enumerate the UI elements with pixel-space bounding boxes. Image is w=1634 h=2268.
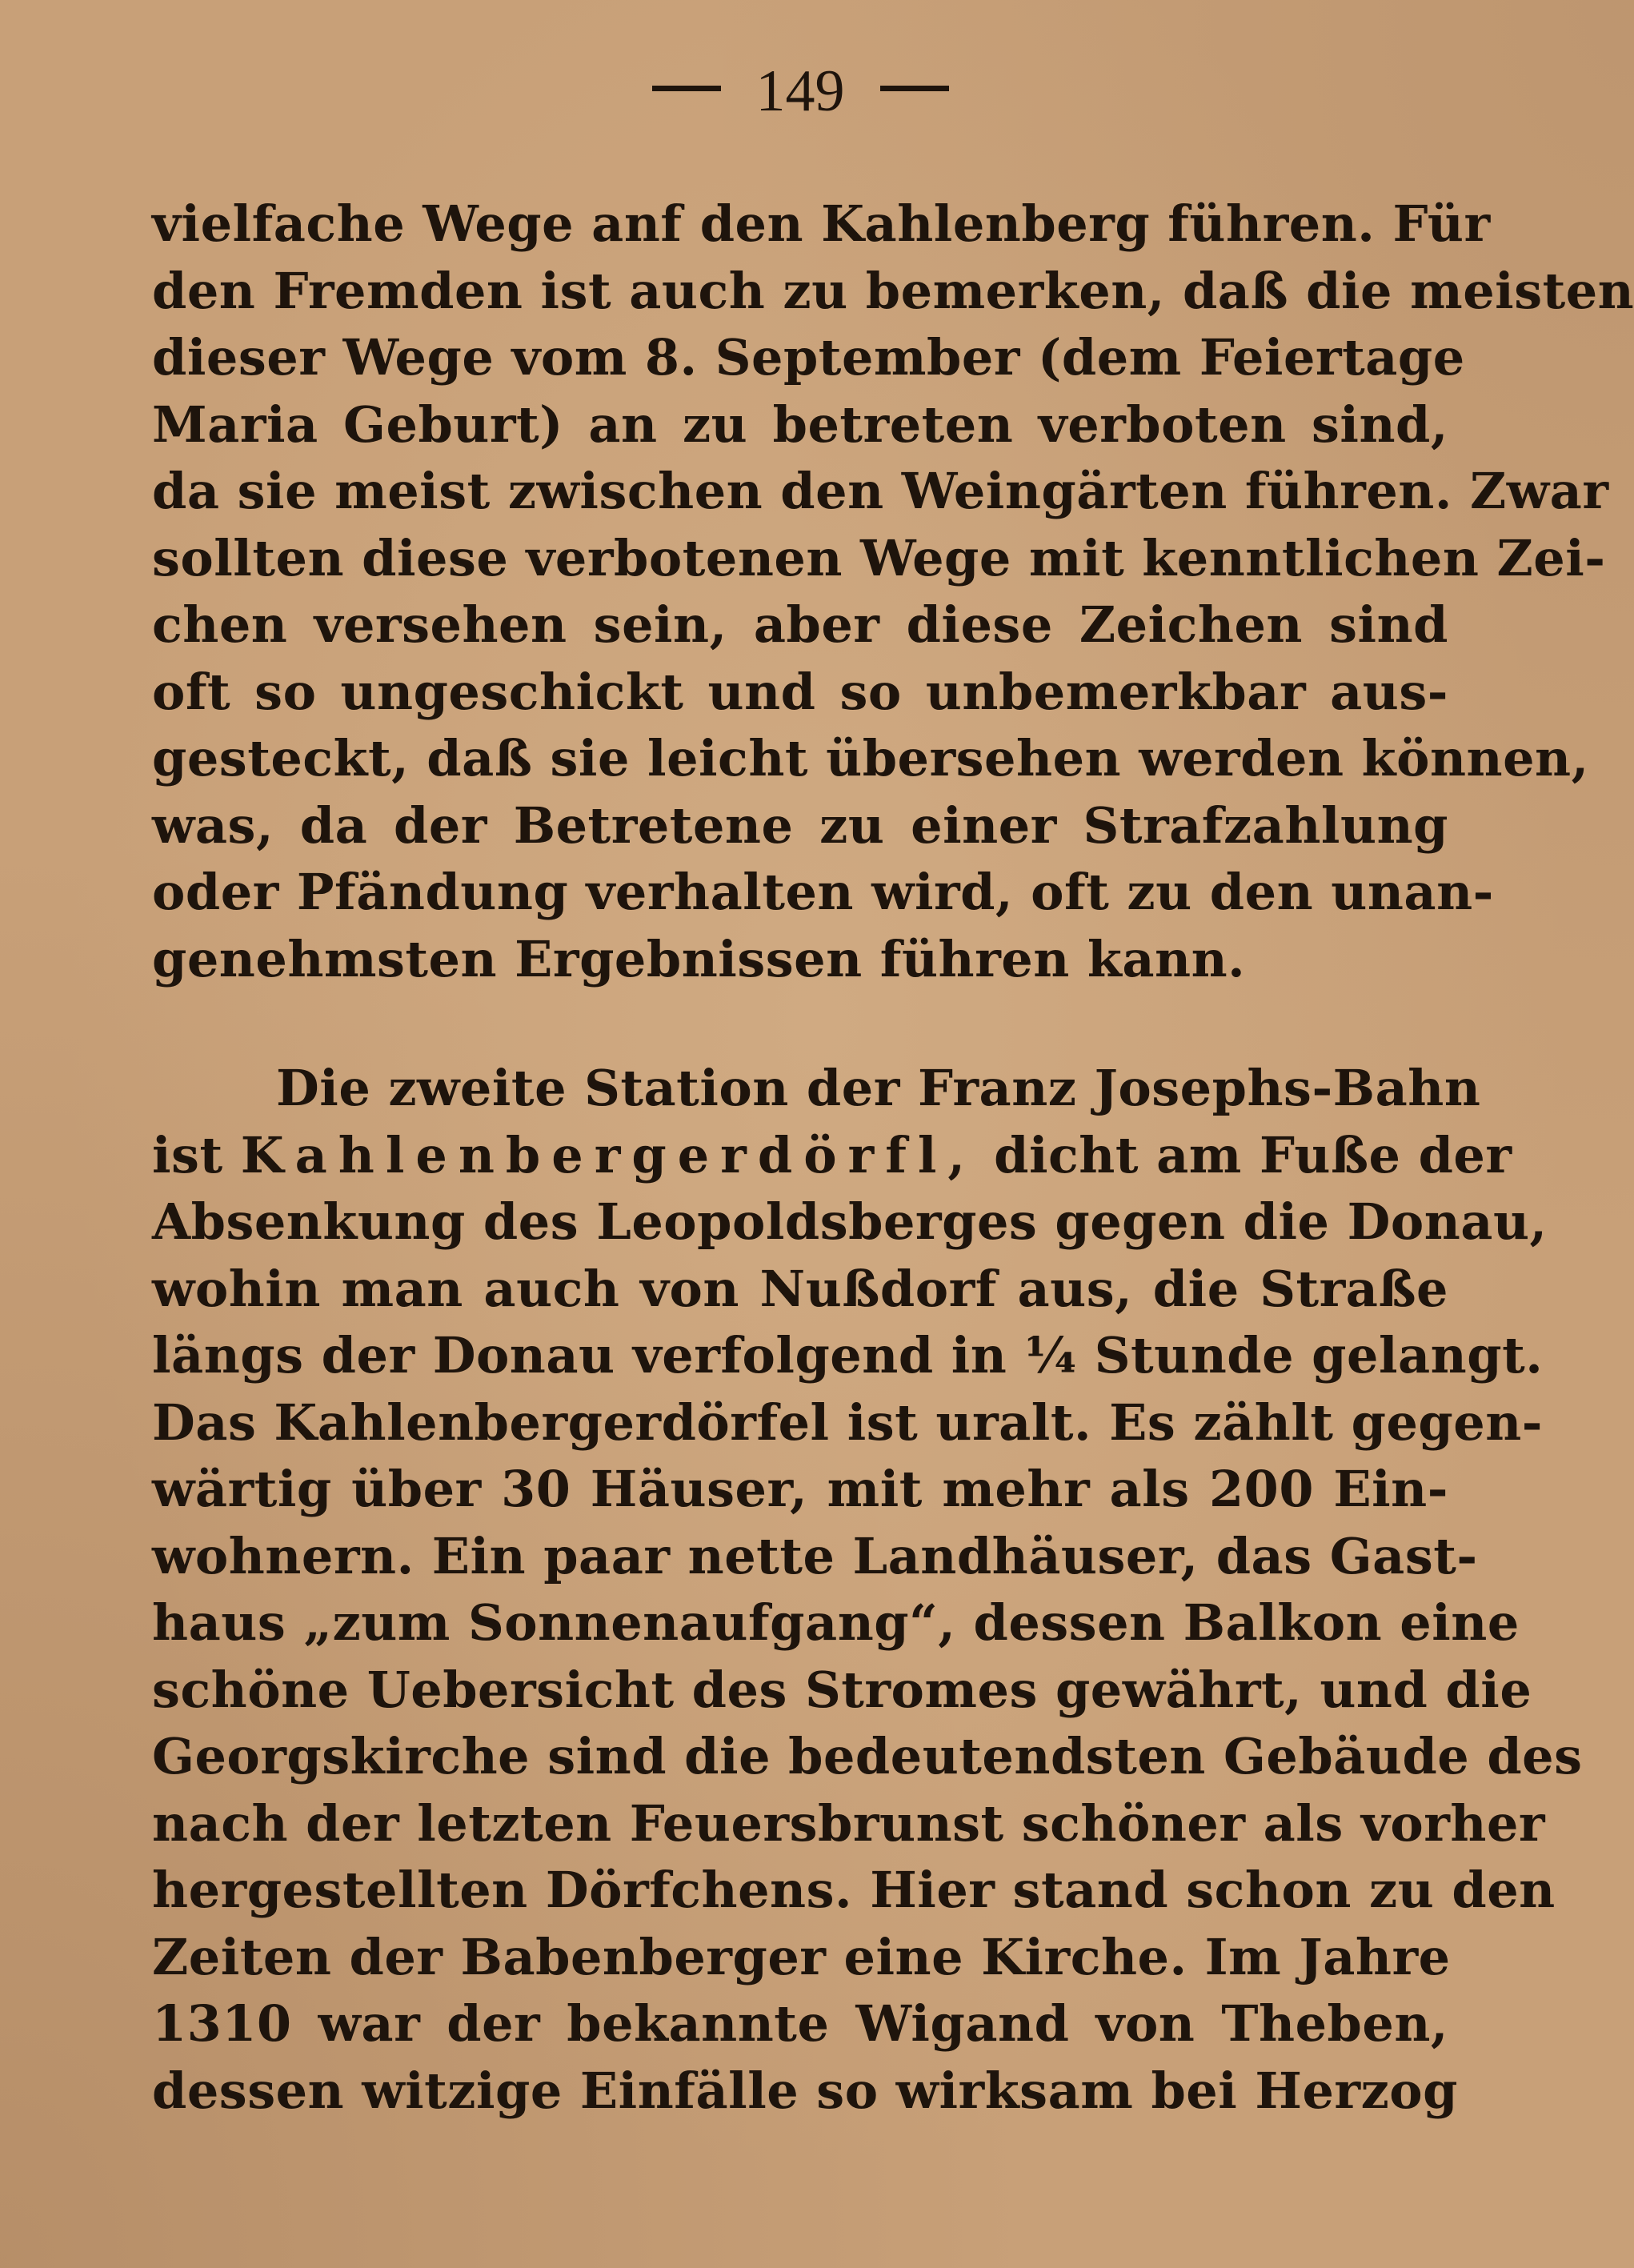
text-line: längs der Donau verfolgend in ¼ Stunde gelangt. [152, 1326, 1544, 1384]
text-line: Maria Geburt) an zu betreten verboten sind, [152, 395, 1448, 454]
text-line: gesteckt, daß sie leicht übersehen werden können, [152, 729, 1589, 787]
paragraph-2 [152, 1055, 1583, 2124]
text-line: Zeiten der Babenberger eine Kirche. Im Jahre [152, 1927, 1451, 1986]
header-dash-left [652, 86, 721, 91]
text-line: Das Kahlenbergerdörfel ist uralt. Es zählt gegen- [152, 1392, 1544, 1452]
text-line: Georgskirche sind die bedeutendsten Gebäude des [152, 1727, 1583, 1785]
text-line: genehmsten Ergebnissen führen kann. [152, 929, 1246, 988]
text-line: wohnern. Ein paar nette Landhäuser, das Gast- [152, 1526, 1478, 1585]
text-line: vielfache Wege anf den Kahlenberg führen. Für [152, 194, 1491, 253]
text-line: den Fremden ist auch zu bemerken, daß die meisten [152, 261, 1634, 320]
text-line: haus „zum Sonnenaufgang“, dessen Balkon eine [152, 1593, 1520, 1652]
text-line: was, da der Betretene zu einer Strafzahlung [152, 795, 1448, 855]
text-line: wärtig über 30 Häuser, mit mehr als 200 Ein- [152, 1460, 1448, 1518]
header-dash-right [880, 86, 949, 91]
page-number: 149 [755, 58, 845, 125]
text-line-with-spaced-word [152, 1122, 1512, 1189]
text-line: 1310 war der bekannte Wigand von Theben, [152, 1994, 1448, 2053]
text-line: sollten diese verbotenen Wege mit kenntlichen Zei- [152, 528, 1606, 587]
line-end: dicht am Fuße der [994, 1125, 1512, 1184]
text-line: schöne Uebersicht des Stromes gewährt, und die [152, 1660, 1532, 1719]
paragraph-1 [152, 190, 1634, 992]
text-line: Die zweite Station der Franz Josephs-Bahn [276, 1059, 1481, 1117]
spaced-place-name: Kahlenbergerdörfl, [240, 1125, 977, 1184]
page-header [0, 50, 1600, 127]
text-line: wohin man auch von Nußdorf aus, die Straße [152, 1259, 1448, 1318]
text-line: chen versehen sein, aber diese Zeichen sind [152, 595, 1448, 654]
line-start: ist [152, 1125, 223, 1184]
text-line: nach der letzten Feuersbrunst schöner als vorher [152, 1793, 1546, 1853]
text-line: oft so ungeschickt und so unbemerkbar aus- [152, 662, 1448, 721]
text-line: Absenkung des Leopoldsberges gegen die Donau, [152, 1192, 1548, 1251]
text-line: dieser Wege vom 8. September (dem Feiertage [152, 328, 1465, 387]
text-line: oder Pfändung verhalten wird, oft zu den unan- [152, 863, 1494, 921]
text-line: hergestellten Dörfchens. Hier stand schon zu den [152, 1861, 1556, 1919]
text-line: da sie meist zwischen den Weingärten führen. Zwar [152, 462, 1609, 520]
text-line: dessen witzige Einfälle so wirksam bei Herzog [152, 2061, 1458, 2120]
